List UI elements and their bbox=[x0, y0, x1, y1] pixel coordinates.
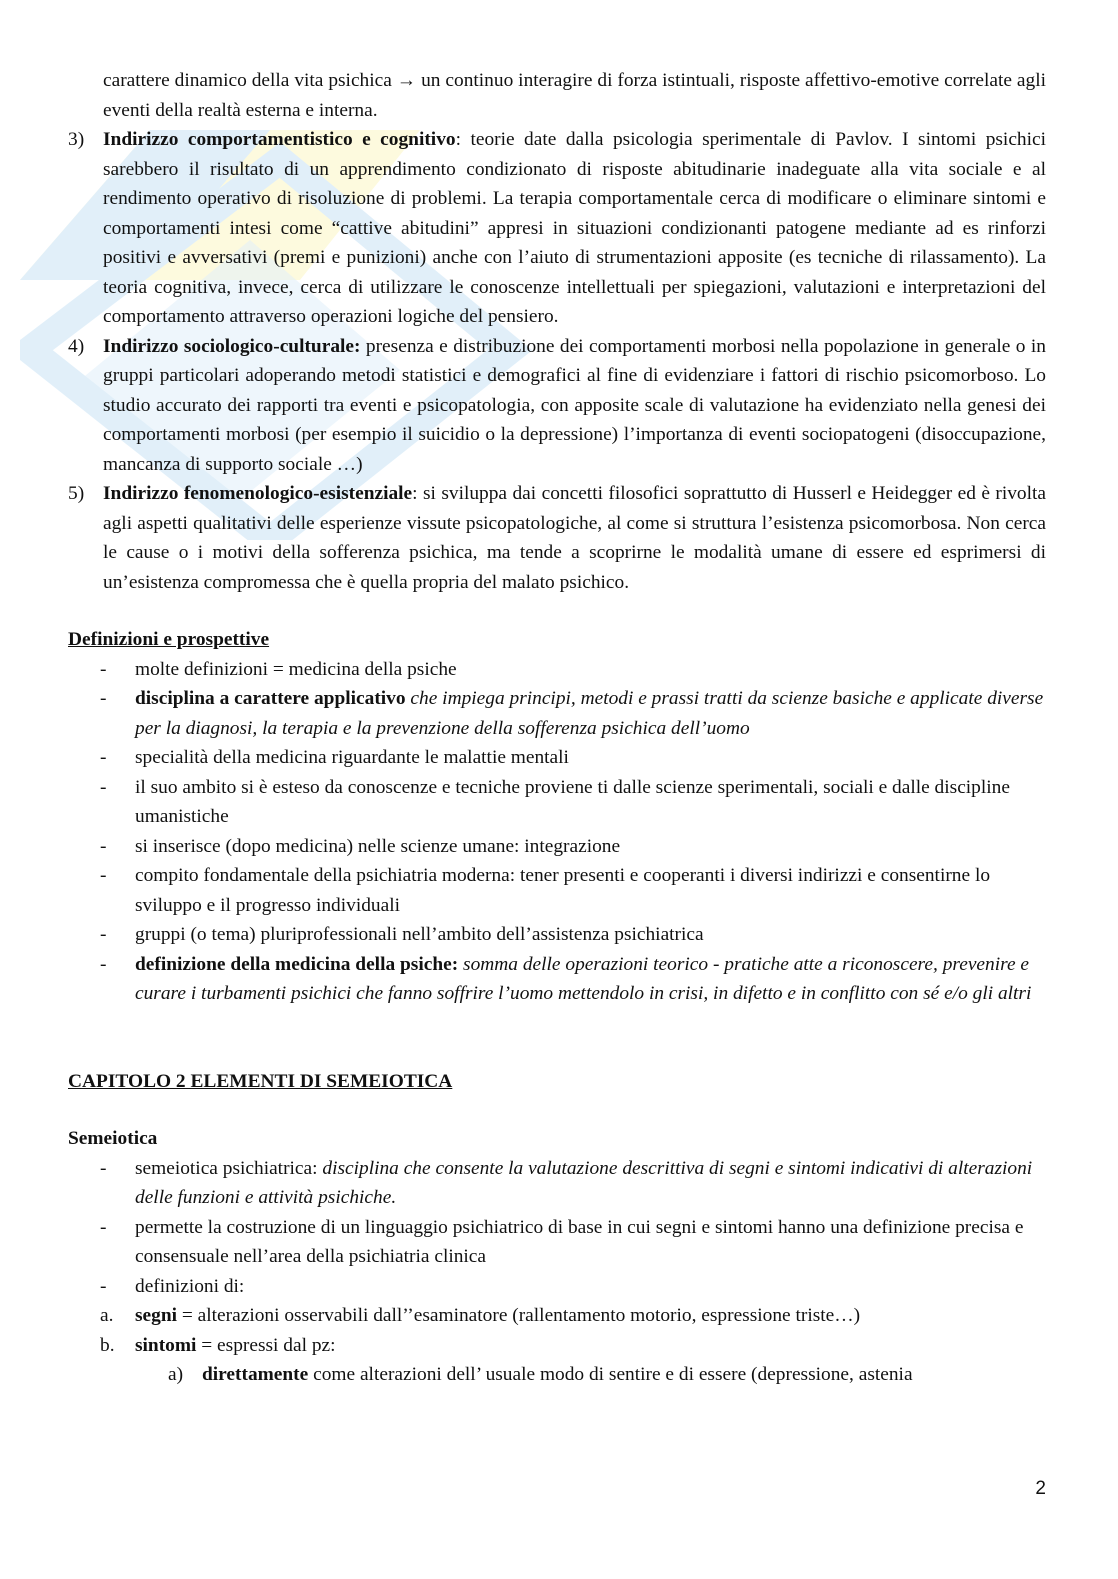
list-item bbox=[68, 861, 1046, 920]
plain-text: specialità della medicina riguardante le malattie mentali bbox=[135, 747, 569, 768]
dash-bullet: - bbox=[100, 688, 107, 709]
list-item bbox=[68, 1213, 1046, 1272]
plain-text: come alterazioni dell’ usuale modo di sentire e di essere (depressione, astenia bbox=[308, 1364, 913, 1385]
bold-text: definizione della medicina della psiche: bbox=[135, 953, 459, 975]
letter-marker: b. bbox=[100, 1334, 115, 1356]
plain-text: semeiotica psichiatrica: bbox=[135, 1157, 323, 1179]
dash-bullet: - bbox=[100, 776, 107, 798]
item-text: presenza e distribuzione dei comportamenti morbosi nella popolazione in generale o in gruppi particolari adoperando metodi statistici e demografici al fine di evidenziare i fattori di rischio psicomorboso. Lo studio accurato dei rapporti tra eventi e psicopatologia, con apposite scale di valutazione ha evidenziato nella genesi dei comportamenti morbosi (per esempio il suicidio o la depressione) l’importanza di eventi sociopatogeni (disoccupazione, mancanza di supporto sociale …) bbox=[103, 335, 1046, 475]
dash-bullet: - bbox=[100, 747, 107, 768]
plain-text: = alterazioni osservabili dall’’esaminatore (rallentamento motorio, espressione triste…) bbox=[177, 1305, 861, 1326]
plain-text: permette la costruzione di un linguaggio psichiatrico di base in cui segni e sintomi hanno una definizione precisa e consensuale nell’area della psichiatria clinica bbox=[135, 1216, 1024, 1267]
dash-bullet: - bbox=[100, 835, 107, 857]
bold-text: sintomi bbox=[135, 1334, 197, 1356]
item-title: Indirizzo sociologico-culturale: bbox=[103, 335, 361, 357]
dash-bullet: - bbox=[100, 924, 107, 945]
arrow-icon: → bbox=[396, 70, 417, 91]
list-item bbox=[68, 773, 1046, 832]
numbered-item bbox=[68, 125, 1046, 332]
plain-text: molte definizioni = medicina della psiche bbox=[135, 658, 457, 680]
plain-text: = espressi dal pz: bbox=[196, 1334, 336, 1356]
plain-text: gruppi (o tema) pluriprofessionali nell’ambito dell’assistenza psichiatrica bbox=[135, 924, 704, 945]
plain-text: compito fondamentale della psichiatria moderna: tener presenti e cooperanti i diversi indirizzi e consentirne lo sviluppo e il progresso individuali bbox=[135, 865, 991, 916]
chapter-title: CAPITOLO 2 ELEMENTI DI SEMEIOTICA bbox=[68, 1070, 453, 1092]
dash-bullet: - bbox=[100, 1157, 107, 1179]
item-title: Indirizzo fenomenologico-esistenziale bbox=[103, 483, 413, 504]
lettered-item bbox=[68, 1301, 1046, 1331]
intro-paragraph bbox=[103, 66, 1046, 125]
item-text: : si sviluppa dai concetti filosofici soprattutto di Husserl e Heidegger ed è rivolta agli aspetti qualitativi delle esperienze vissute psicopatologiche, al come si struttura l’esistenza psicomorbosa. Non cerca le cause o i motivi della sofferenza psichica, ma tende a scoprirne le modalità umane di essere ed esprimersi di un’esistenza compromessa che è quella propria del malato psichico. bbox=[103, 483, 1046, 593]
list-item bbox=[68, 1154, 1046, 1213]
italic-text: somma delle operazioni teorico - pratiche atte a riconoscere, prevenire e curare i turbamenti psichici che fanno soffrire l’uomo mettendolo in crisi, in difetto e in conflitto con sé e/o gli altri bbox=[135, 953, 1032, 1004]
italic-text: che impiega principi, metodi e prassi tratti da scienze basiche e applicate diverse per la diagnosi, la terapia e la prevenzione della sofferenza psichica dell’uomo bbox=[135, 688, 1044, 739]
dash-bullet: - bbox=[100, 1216, 107, 1238]
numbered-item bbox=[68, 332, 1046, 480]
bold-text: disciplina a carattere applicativo bbox=[135, 688, 406, 709]
plain-text: si inserisce (dopo medicina) nelle scienze umane: integrazione bbox=[135, 835, 621, 857]
lettered-item bbox=[68, 1331, 1046, 1361]
item-title: Indirizzo comportamentistico e cognitivo bbox=[103, 129, 456, 150]
section-title-definizioni: Definizioni e prospettive bbox=[68, 629, 270, 650]
dash-bullet: - bbox=[100, 953, 107, 975]
dash-bullet: - bbox=[100, 1275, 107, 1297]
item-number: 3) bbox=[68, 129, 85, 150]
intro-text-start: carattere dinamico della vita psichica bbox=[103, 70, 392, 91]
bold-text: segni bbox=[135, 1305, 178, 1326]
sub-marker: a) bbox=[168, 1364, 184, 1385]
list-item bbox=[68, 950, 1046, 1009]
letter-marker: a. bbox=[100, 1305, 114, 1326]
italic-text: disciplina che consente la valutazione descrittiva di segni e sintomi indicativi di alterazioni delle funzioni e attività psichiche. bbox=[135, 1157, 1033, 1208]
dash-bullet: - bbox=[100, 658, 107, 680]
list-item bbox=[68, 920, 1046, 950]
document-body bbox=[68, 66, 1046, 1390]
section-title-semeiotica: Semeiotica bbox=[68, 1128, 158, 1149]
intro-text-end: un continuo interagire di forza istintuali, risposte affettivo-emotive correlate agli eventi della realtà esterna e interna. bbox=[103, 70, 1046, 121]
list-item bbox=[68, 743, 1046, 773]
plain-text: il suo ambito si è esteso da conoscenze e tecniche proviene ti dalle scienze sperimentali, sociali e dalle discipline umanistiche bbox=[135, 776, 1010, 827]
item-number: 5) bbox=[68, 483, 85, 504]
bold-text: direttamente bbox=[202, 1364, 309, 1385]
sub-item bbox=[68, 1360, 1046, 1390]
list-item bbox=[68, 655, 1046, 685]
list-item bbox=[68, 832, 1046, 862]
item-text: : teorie date dalla psicologia sperimentale di Pavlov. I sintomi psichici sarebbero il risultato di un apprendimento condizionato di risposte abitudinarie inadeguate alla vita sociale e al rendimento operativo di risoluzione di problemi. La terapia comportamentale cerca di modificare o eliminare sintomi e comportamenti intesi come “cattive abitudini” appresi in situazioni condizionanti patogene mediante ad es rinforzi positivi e avversativi (premi e punizioni) anche con l’aiuto di strumentazioni apposite (es tecniche di rilassamento). La teoria cognitiva, invece, cerca di utilizzare le conoscenze intellettuali per spiegazioni, valutazioni e interpretazioni del comportamento attraverso operazioni logiche del pensiero. bbox=[103, 129, 1047, 327]
list-item bbox=[68, 1272, 1046, 1302]
numbered-item bbox=[68, 479, 1046, 597]
page-number: 2 bbox=[1035, 1478, 1046, 1499]
dash-bullet: - bbox=[100, 865, 107, 886]
plain-text: definizioni di: bbox=[135, 1275, 245, 1297]
list-item bbox=[68, 684, 1046, 743]
item-number: 4) bbox=[68, 335, 85, 357]
